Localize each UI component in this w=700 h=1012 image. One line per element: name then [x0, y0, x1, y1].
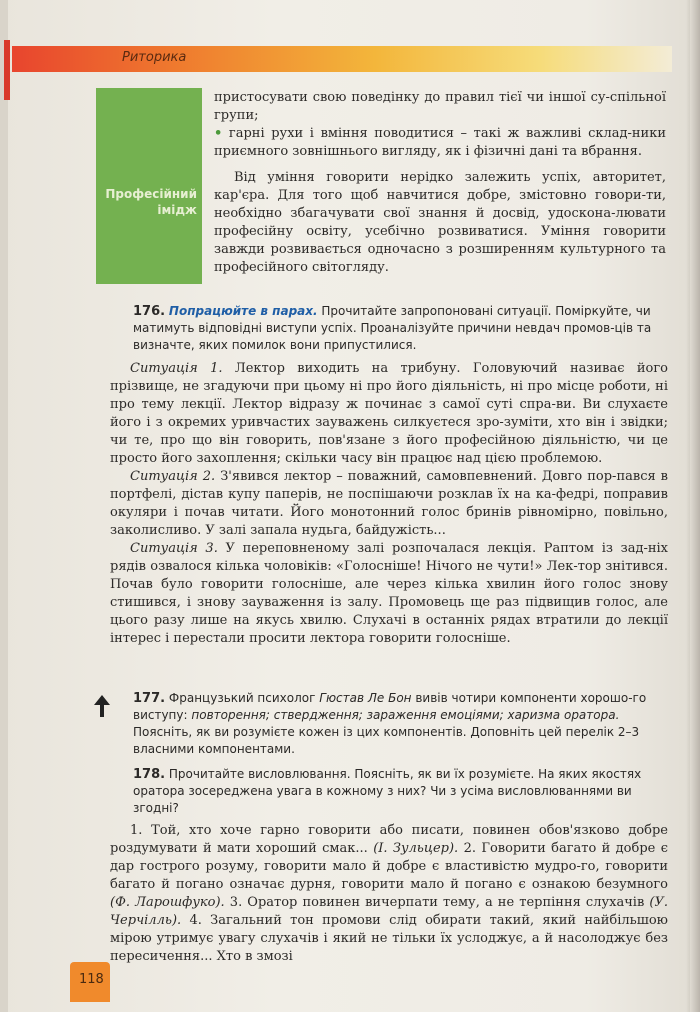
- sidebar-label-line1: Професійний: [105, 187, 197, 201]
- bullet-icon: •: [214, 126, 223, 141]
- task-177: [133, 690, 668, 758]
- quote-4: 4. Загальний тон промови слід обирати такий, який найбільшою мірою утримує увагу слухачів і який не тільки їх услоджує, а й насолоджує без пересичення... Хто в змозі: [110, 913, 668, 964]
- intro-bullet: [214, 125, 666, 161]
- sidebar-label-line2: імідж: [157, 203, 197, 217]
- sidebar-label: [96, 186, 197, 218]
- situation-3-label: Ситуація 3.: [130, 541, 218, 556]
- task-178: [133, 766, 668, 817]
- task-177-text-b: вивів чотири компоненти хорошо-го виступу:: [133, 691, 647, 722]
- quote-3: 3. Оратор повинен вичерпати тему, а не терпіння слухачів: [229, 895, 645, 910]
- task-177-author: Гюстав Ле Бон: [319, 691, 412, 705]
- quote-2: 2. Говорити багато й добре є дар гострого розуму, говорити мало й добре є властивістю мудро-го, говорити багато й погано означає дурня, говорити мало й погано є ознакою безумного: [110, 841, 668, 892]
- task-176-heading: [133, 303, 667, 354]
- task-176-text: Прочитайте запропоновані ситуації. Поміркуйте, чи матимуть відповідні виступи успіх. Проаналізуйте причини невдач промов-ців та визначте, яких помилок вони припустилися.: [133, 304, 652, 352]
- task-176-label: Попрацюйте в парах.: [168, 304, 318, 318]
- page-number-tab: [70, 962, 110, 1002]
- red-page-tab: [4, 40, 10, 100]
- situation-2: [110, 468, 668, 540]
- intro-paragraph: Від уміння говорити нерідко залежить успіх, авторитет, кар'єра. Для того щоб навчитися добре, змістовно говори-ти, необхідно збагачувати свої знання й досвід, удоскона-лювати професійну освіту, усебічно розвиватися. Уміння говорити завжди розвивається одночасно з розширенням культурного та професійного світогляду.: [214, 170, 666, 275]
- situation-1-label: Ситуація 1.: [130, 361, 223, 376]
- intro-bullet-text: гарні рухи і вміння поводитися – такі ж важливі склад-ники приємного зовнішнього вигляду, як і фізичні дані та вбрання.: [214, 126, 666, 159]
- page-binding-shadow: [686, 0, 700, 1012]
- section-header-bar: [12, 46, 672, 72]
- situation-2-label: Ситуація 2.: [130, 469, 216, 484]
- task-178-quotes: [110, 822, 668, 966]
- task-177-text-a: Французький психолог: [168, 691, 316, 705]
- situation-2-text: З'явився лектор – поважний, самовпевнений. Довго пор-пався в портфелі, дістав купу паперів, не поспішаючи розклав їх на ка-федрі, поправив окуляри і почав читати. Його монотонний голос бринів рівномірно, повільно, заколисливо. У залі запала нудьга, байдужість...: [110, 469, 668, 538]
- task-176-number: 176.: [133, 304, 166, 319]
- situation-3-text: У переповненому залі розпочалася лекція. Раптом із зад-ніх рядів озвалося кілька чоловіків: «Голосніше! Нічого не чути!» Лек-тор знітився. Почав було говорити голосніше, але через кілька хвилин його голос знову стишився, і знову зауваження із залу. Промовець ще раз підвищив голос, але цього разу лише на якусь хвилю. Слухачі в останніх рядах втратили до лекції інтерес і перестали просити лектора говорити голосніше.: [110, 541, 669, 646]
- task-177-text-c: Поясніть, як ви розумієте кожен із цих компонентів. Доповніть цей перелік 2–3 власними компонентами.: [133, 725, 640, 756]
- task-178-number: 178.: [133, 767, 166, 782]
- intro-block: [214, 89, 666, 277]
- task-178-text: Прочитайте висловлювання. Поясніть, як ви їх розумієте. На яких якостях оратора зосереджена увага в кожному з них? Чи з усіма висловлюваннями ви згодні?: [133, 767, 642, 815]
- quote-3-author: (У. Черчілль).: [110, 895, 668, 928]
- quote-2-author: (Ф. Ларошфуко).: [110, 895, 225, 910]
- quotes-paragraph: [110, 822, 668, 966]
- arrow-up-icon: [92, 693, 112, 719]
- quote-1: 1. Той, хто хоче гарно говорити або писати, повинен обов'язково добре роздумувати й мати хороший смак...: [110, 823, 668, 856]
- quote-1-author: (І. Зульцер).: [373, 841, 459, 856]
- intro-line1: пристосувати свою поведінку до правил тієї чи іншої су-спільної групи;: [214, 90, 666, 123]
- page-number: 118: [79, 972, 104, 987]
- page-left-edge: [0, 0, 8, 1012]
- task-177-number: 177.: [133, 691, 166, 706]
- situation-1: [110, 360, 668, 468]
- section-title: Риторика: [122, 50, 187, 65]
- task-176-situations: [110, 360, 668, 648]
- situation-1-text: Лектор виходить на трибуну. Головуючий називає його прізвище, не згадуючи при цьому ні про його діяльність, ні про місце роботи, ні про тему лекції. Лектор відразу ж починає з самої суті спра-ви. Ви слухаєте його і з окремих уривчастих зауважень силкуєтеся зро-зуміти, хто він і звідки; чи те, про що він говорить, пов'язане з його професійною діяльністю, чи це просто його захоплення; скільки часу він працює над цією проблемою.: [110, 361, 668, 466]
- situation-3: [110, 540, 668, 648]
- task-177-components: повторення; ствердження; зараження емоціями; харизма оратора.: [191, 708, 620, 722]
